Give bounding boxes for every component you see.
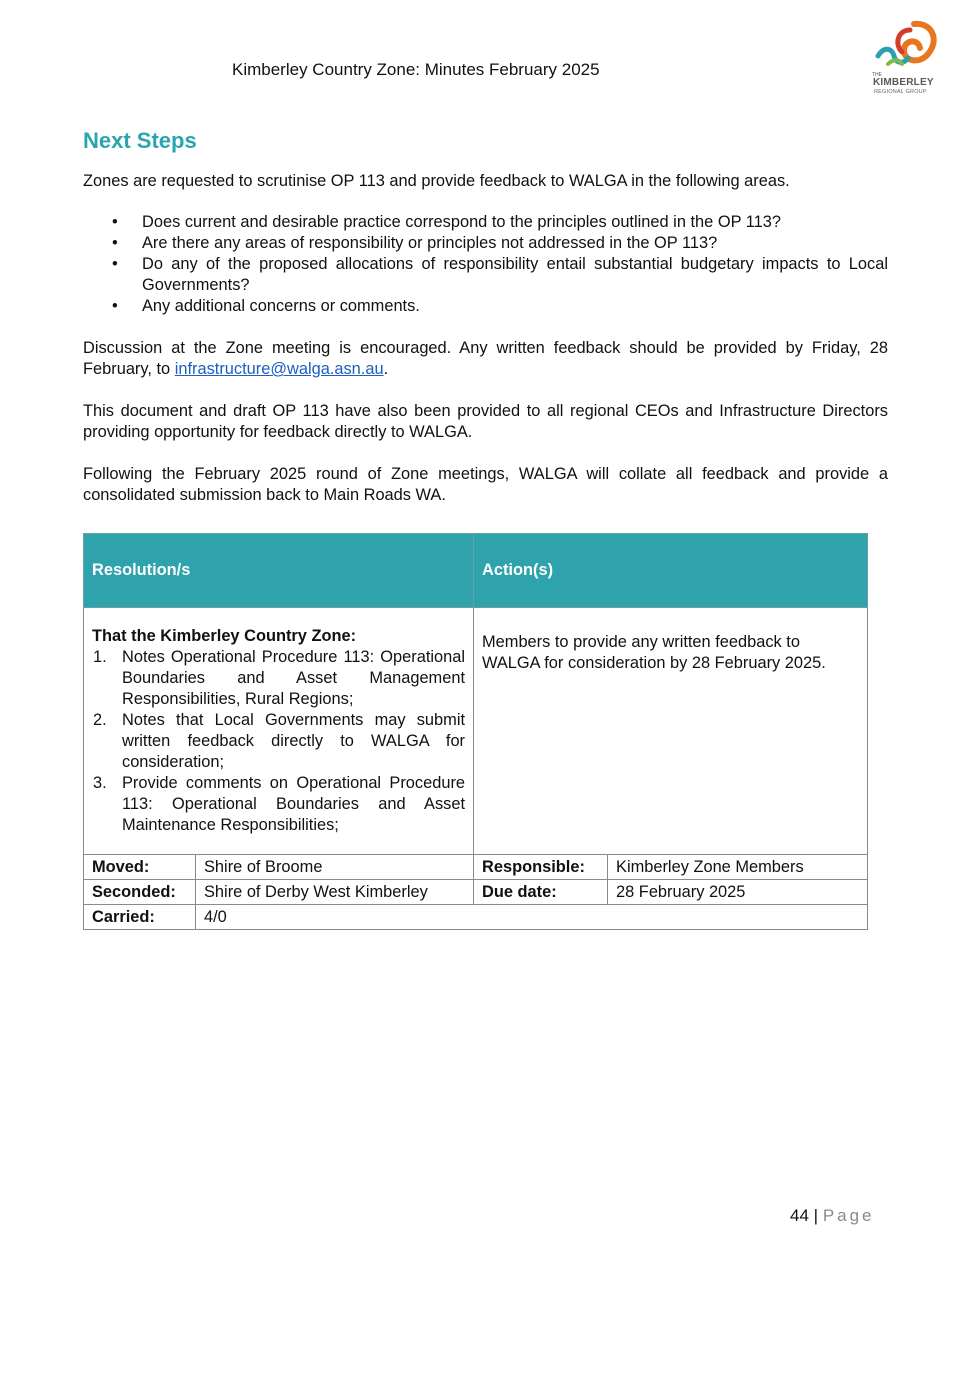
feedback-areas-list (83, 212, 888, 317)
kimberley-logo (866, 20, 946, 100)
responsible-label: Responsible: (474, 855, 608, 880)
seconded-value: Shire of Derby West Kimberley (196, 880, 474, 905)
consolidation-paragraph: Following the February 2025 round of Zone meetings, WALGA will collate all feedback and provide a consolidated submission back to Main Roads WA. (83, 465, 888, 504)
page-separator: | (813, 1206, 819, 1225)
section-heading: Next Steps (83, 128, 197, 153)
carried-label: Carried: (84, 905, 196, 930)
moved-label: Moved: (84, 855, 196, 880)
page-number-value: 44 (790, 1206, 809, 1225)
item-number: 3. (93, 774, 107, 792)
seconded-label: Seconded: (84, 880, 196, 905)
item-text: Provide comments on Operational Procedure 113: Operational Boundaries and Asset Maintenance Responsibilities; (122, 774, 466, 834)
moved-value: Shire of Broome (196, 855, 474, 880)
list-item: • Do any of the proposed allocations of responsibility entail substantial budgetary impacts to Local Governments? (83, 254, 888, 296)
table-body-row (84, 608, 868, 855)
logo-text-the: THE (872, 72, 882, 78)
intro-paragraph: Zones are requested to scrutinise OP 113 and provide feedback to WALGA in the following areas. (83, 172, 790, 190)
table-row (84, 880, 868, 905)
next-steps-section (83, 128, 888, 506)
discussion-text: Discussion at the Zone meeting is encouraged. Any written feedback should be provided by Friday, 28 February, to (83, 339, 888, 378)
list-item (92, 773, 465, 836)
logo-text-regional-group: REGIONAL GROUP (874, 89, 927, 95)
header-title: Kimberley Country Zone: Minutes February 2025 (232, 60, 600, 79)
carried-value: 4/0 (196, 905, 868, 930)
due-date-value: 28 February 2025 (608, 880, 868, 905)
item-text: Notes Operational Procedure 113: Operational Boundaries and Asset Management Responsibilities, Rural Regions; (122, 648, 466, 708)
table-row (84, 855, 868, 880)
regional-ceos-paragraph: This document and draft OP 113 have also been provided to all regional CEOs and Infrastructure Directors providing opportunity for feedback directly to WALGA. (83, 402, 888, 441)
resolution-list (92, 647, 465, 836)
item-number: 2. (93, 711, 107, 729)
item-text: Notes that Local Governments may submit written feedback directly to WALGA for consideration; (122, 711, 466, 771)
action-cell (474, 608, 868, 855)
resolution-table (83, 533, 868, 930)
resolutions-header: Resolution/s (84, 534, 474, 608)
email-link[interactable]: infrastructure@walga.asn.au (174, 360, 384, 378)
resolution-heading: That the Kimberley Country Zone: (92, 627, 357, 645)
table-row (84, 905, 868, 930)
logo-text-kimberley: KIMBERLEY (873, 77, 934, 88)
discussion-suffix: . (383, 360, 389, 378)
list-item: • Are there any areas of responsibility or principles not addressed in the OP 113? (83, 233, 888, 254)
page-number (790, 1206, 875, 1226)
list-item: • Any additional concerns or comments. (83, 296, 888, 317)
responsible-value: Kimberley Zone Members (608, 855, 868, 880)
discussion-paragraph (83, 338, 888, 380)
item-number: 1. (93, 648, 107, 666)
kimberley-swirl-icon (874, 20, 938, 72)
action-text: Members to provide any written feedback to WALGA for consideration by 28 February 2025. (482, 633, 826, 672)
due-date-label: Due date: (474, 880, 608, 905)
list-item: • Does current and desirable practice correspond to the principles outlined in the OP 113? (83, 212, 888, 233)
list-item (92, 710, 465, 773)
actions-header: Action(s) (474, 534, 868, 608)
page-word: Page (822, 1206, 875, 1225)
resolution-cell (84, 608, 474, 855)
page-header (0, 0, 979, 110)
table-header-row (84, 534, 868, 608)
list-item (92, 647, 465, 710)
